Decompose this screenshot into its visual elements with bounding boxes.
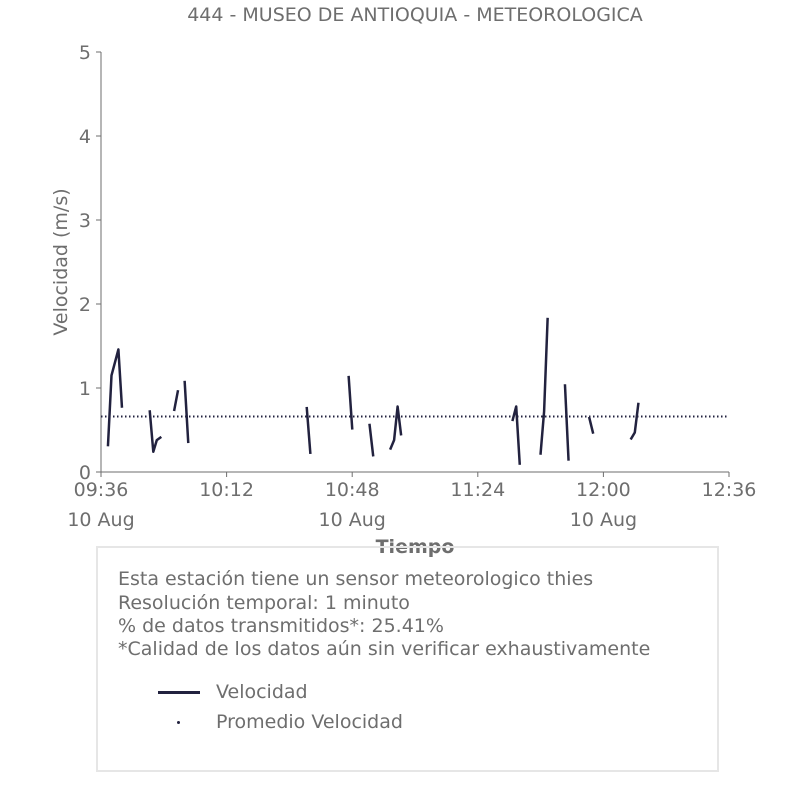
velocidad-segment <box>108 349 122 445</box>
velocidad-segment <box>631 404 638 438</box>
legend-velocidad-line-icon <box>158 691 200 694</box>
velocidad-segment <box>370 425 374 455</box>
chart-title: 444 - MUSEO DE ANTIOQUIA - METEOROLOGICA <box>187 4 643 26</box>
velocidad-segment <box>174 391 178 409</box>
y-tick-label: 5 <box>78 42 91 64</box>
velocidad-segment <box>307 408 311 453</box>
info-quality: *Calidad de los datos aún sin verificar exhaustivamente <box>118 638 651 660</box>
x-tick-label: 12:00 <box>576 479 631 501</box>
x-tick-label: 11:24 <box>450 479 506 501</box>
x-tick-label: 12:36 <box>701 479 757 501</box>
legend-promedio-dot-icon <box>177 721 180 724</box>
velocidad-segment <box>150 412 161 452</box>
velocidad-segment <box>349 377 353 428</box>
info-box <box>96 546 719 772</box>
x-axis-label: Tiempo <box>375 536 455 558</box>
y-tick-label: 1 <box>78 378 91 400</box>
data-marks <box>101 319 729 464</box>
y-tick-label: 4 <box>78 126 91 148</box>
legend-promedio-label: Promedio Velocidad <box>216 711 403 733</box>
x-tick-label: 10:48 <box>324 479 380 501</box>
y-axis-label: Velocidad (m/s) <box>50 188 72 336</box>
velocidad-segment <box>565 386 569 460</box>
velocidad-segment <box>541 319 548 453</box>
y-tick-label: 3 <box>78 210 91 232</box>
x-tick-date-label: 10 Aug <box>67 509 135 531</box>
legend-velocidad-label: Velocidad <box>216 681 308 703</box>
y-tick-label: 0 <box>78 462 91 484</box>
x-tick-label: 10:12 <box>199 479 254 501</box>
velocidad-segment <box>391 407 401 449</box>
axes <box>67 42 756 531</box>
x-tick-label: 09:36 <box>73 479 129 501</box>
velocidad-segment <box>589 418 593 432</box>
info-resolution: Resolución temporal: 1 minuto <box>118 592 410 614</box>
velocidad-segment <box>185 382 189 442</box>
x-tick-date-label: 10 Aug <box>569 509 638 531</box>
velocidad-segment <box>513 407 520 464</box>
y-tick-label: 2 <box>78 294 91 316</box>
info-transmitted: % de datos transmitidos*: 25.41% <box>118 615 444 637</box>
info-sensor: Esta estación tiene un sensor meteorologico thies <box>118 568 594 590</box>
x-tick-date-label: 10 Aug <box>318 509 386 531</box>
